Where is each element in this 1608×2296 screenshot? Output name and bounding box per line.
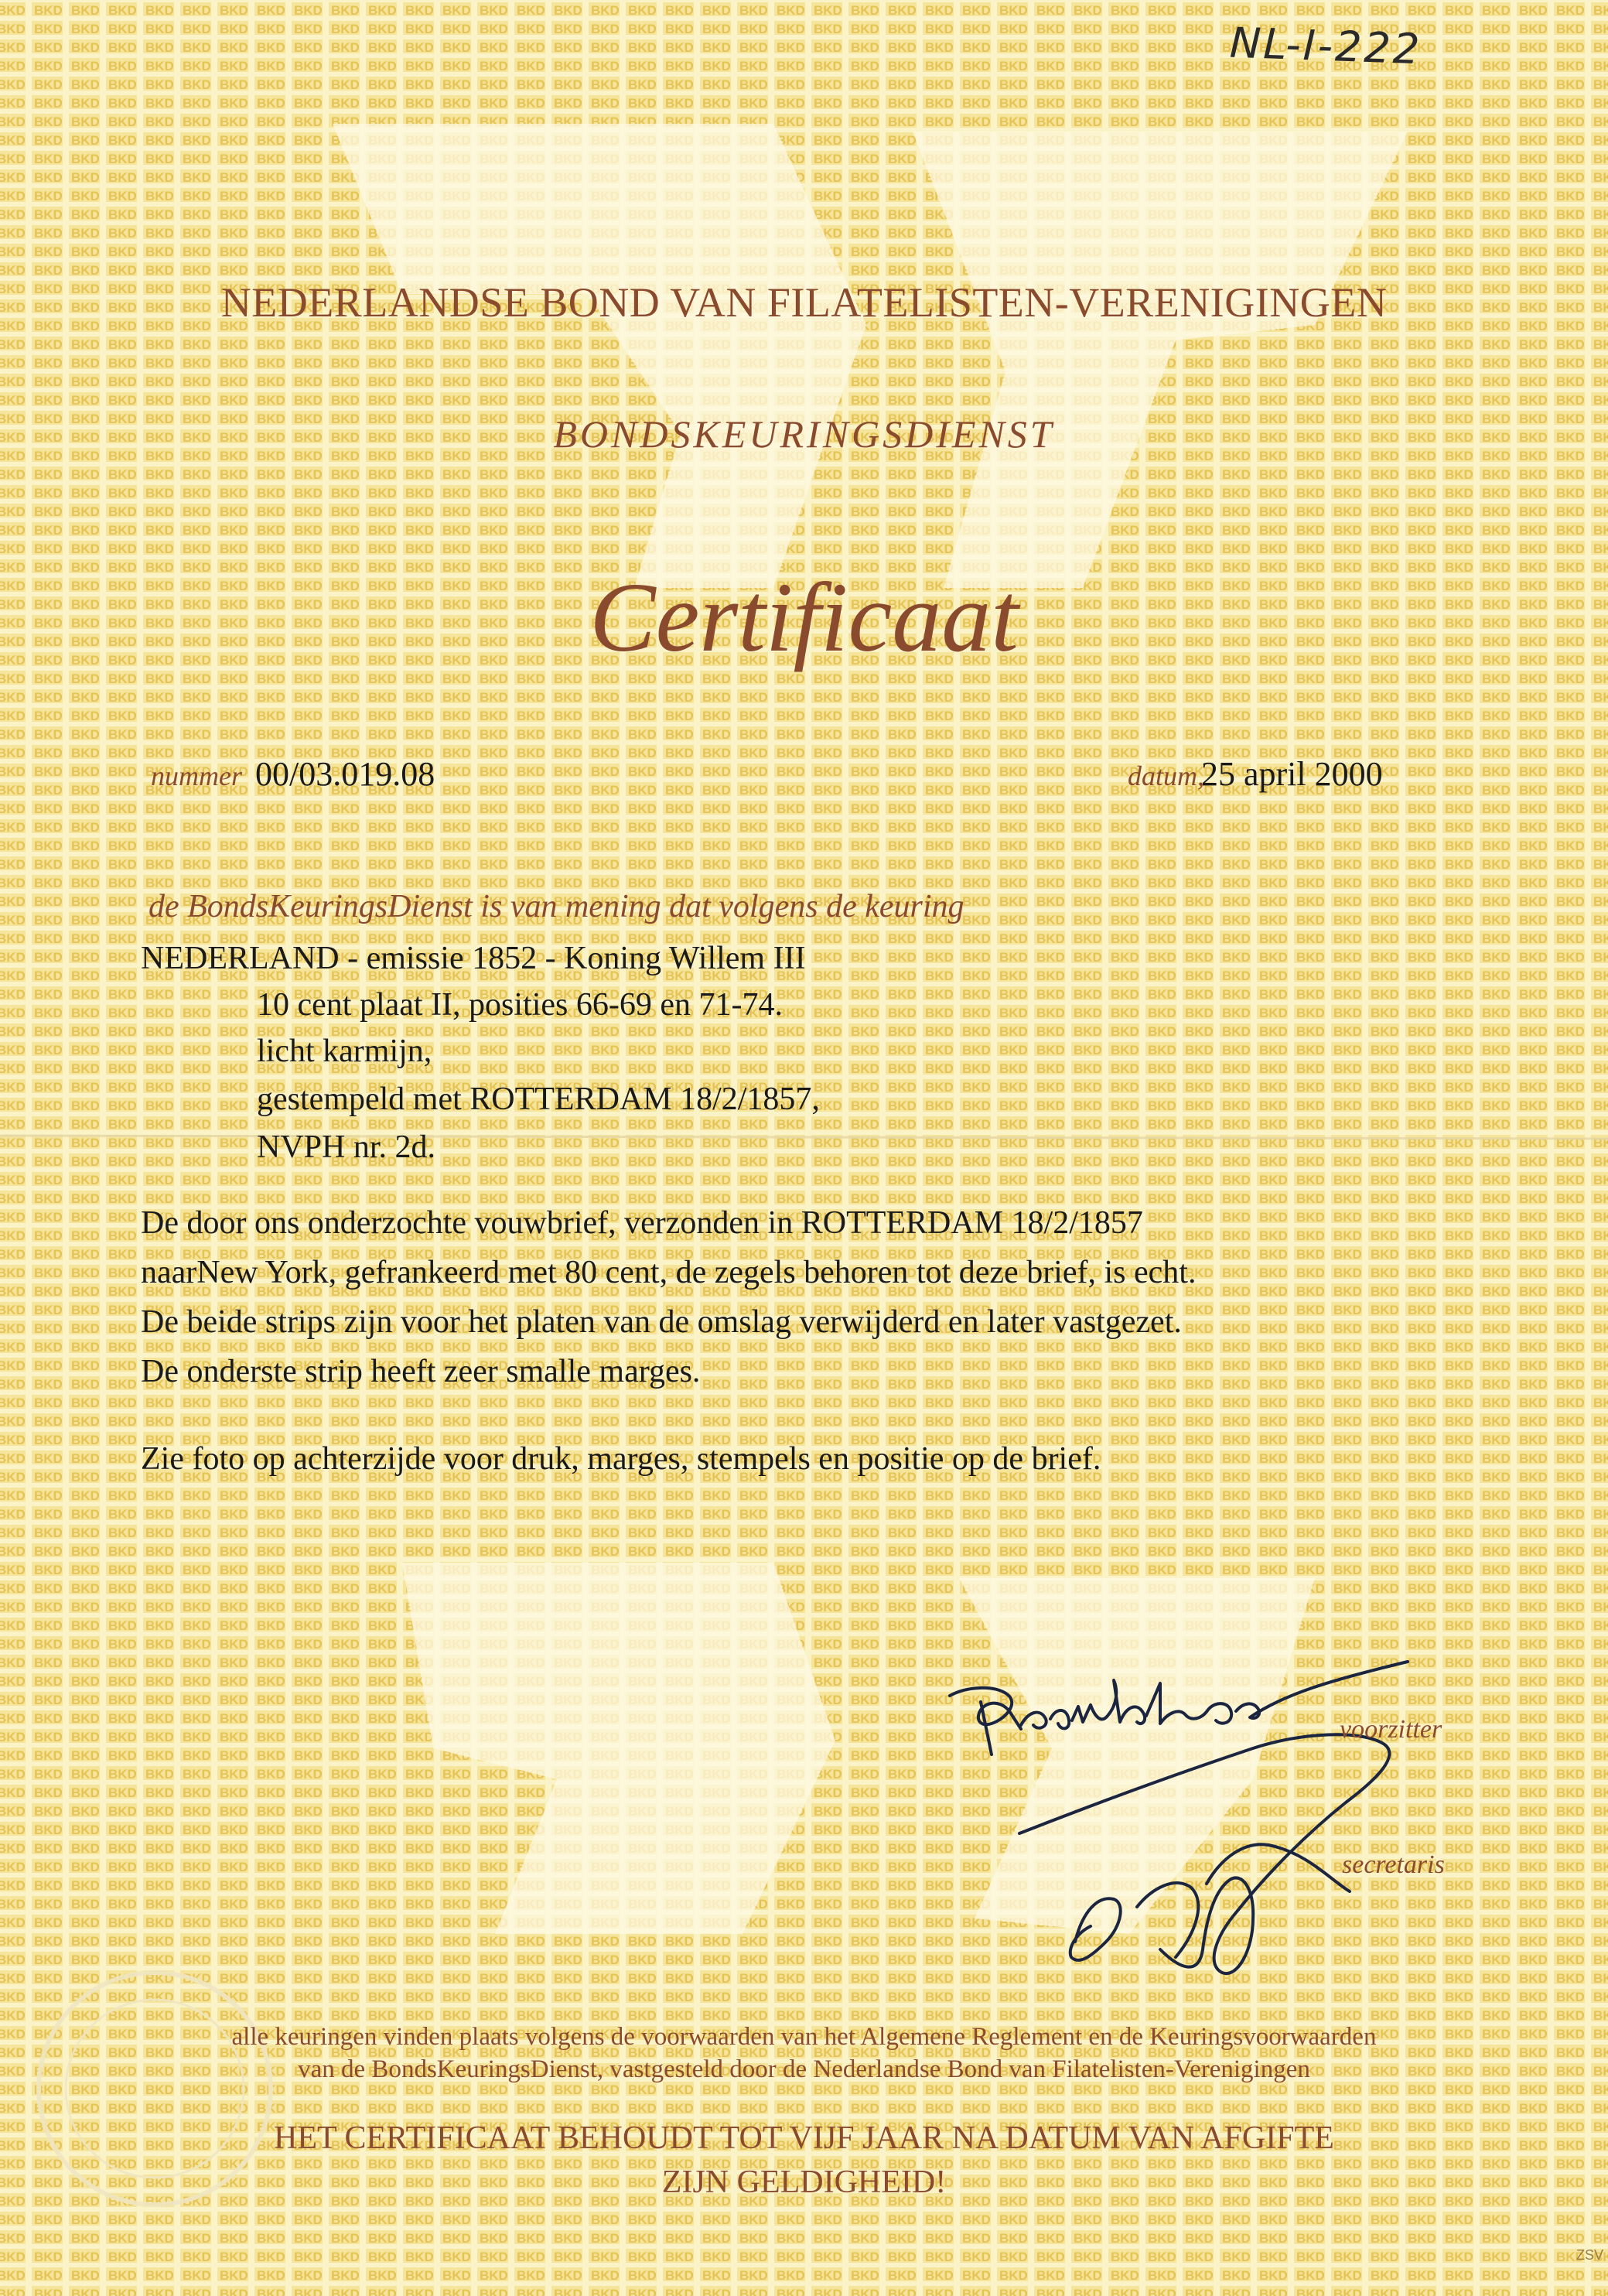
date-label: datum, — [1128, 760, 1204, 791]
validity-notice: ZIJN GELDIGHEID! — [661, 2164, 947, 2200]
stamp-description-line: 10 cent plaat II, posities 66-69 en 71-74. — [257, 987, 783, 1023]
stamp-description-line: gestempeld met ROTTERDAM 18/2/1857, — [257, 1081, 820, 1117]
service-name: BONDSKEURINGSDIENST — [553, 412, 1055, 456]
opinion-intro: de BondsKeuringsDienst is van mening dat volgens de keuring — [149, 889, 964, 924]
conclusion-line: De onderste strip heeft zeer smalle marges. — [141, 1354, 701, 1389]
stamp-description-line: licht karmijn, — [257, 1034, 432, 1069]
number-label: nummer — [151, 760, 242, 791]
stamp-description-line: NVPH nr. 2d. — [257, 1129, 436, 1165]
photo-note: Zie foto op achterzijde voor druk, marges, stempels en positie op de brief. — [141, 1441, 1101, 1477]
certificate-number: 00/03.019.08 — [255, 755, 435, 793]
certificate-title: Certificaat — [589, 562, 1019, 672]
conclusion-line: De door ons onderzochte vouwbrief, verzonden in ROTTERDAM 18/2/1857 — [141, 1205, 1143, 1241]
organization-name: NEDERLANDSE BOND VAN FILATELISTEN-VERENIGINGEN — [220, 279, 1388, 326]
secretary-role-label: secretaris — [1342, 1850, 1445, 1879]
conditions-line: van de BondsKeuringsDienst, vastgesteld door de Nederlandse Bond van Filatelisten-Verenigingen — [298, 2055, 1310, 2083]
corner-print-code: ZSV — [1576, 2247, 1604, 2263]
chair-role-label: voorzitter — [1340, 1715, 1442, 1744]
handwritten-reference-code: NL-I-222 — [1228, 18, 1423, 74]
conclusion-line: De beide strips zijn voor het platen van de omslag verwijderd en later vastgezet. — [141, 1304, 1182, 1340]
conclusion-line: naarNew York, gefrankeerd met 80 cent, de zegels behoren tot deze brief, is echt. — [141, 1255, 1197, 1290]
certificate-date: 25 april 2000 — [1201, 755, 1383, 793]
stamp-description-line: NEDERLAND - emissie 1852 - Koning Willem III — [141, 941, 806, 976]
chair-signature — [950, 1688, 1021, 1754]
conditions-line: alle keuringen vinden plaats volgens de voorwaarden van het Algemene Reglement en de Keuringsvoorwaarden — [231, 2023, 1377, 2051]
validity-notice: HET CERTIFICAAT BEHOUDT TOT VIJF JAAR NA DATUM VAN AFGIFTE — [274, 2120, 1334, 2156]
